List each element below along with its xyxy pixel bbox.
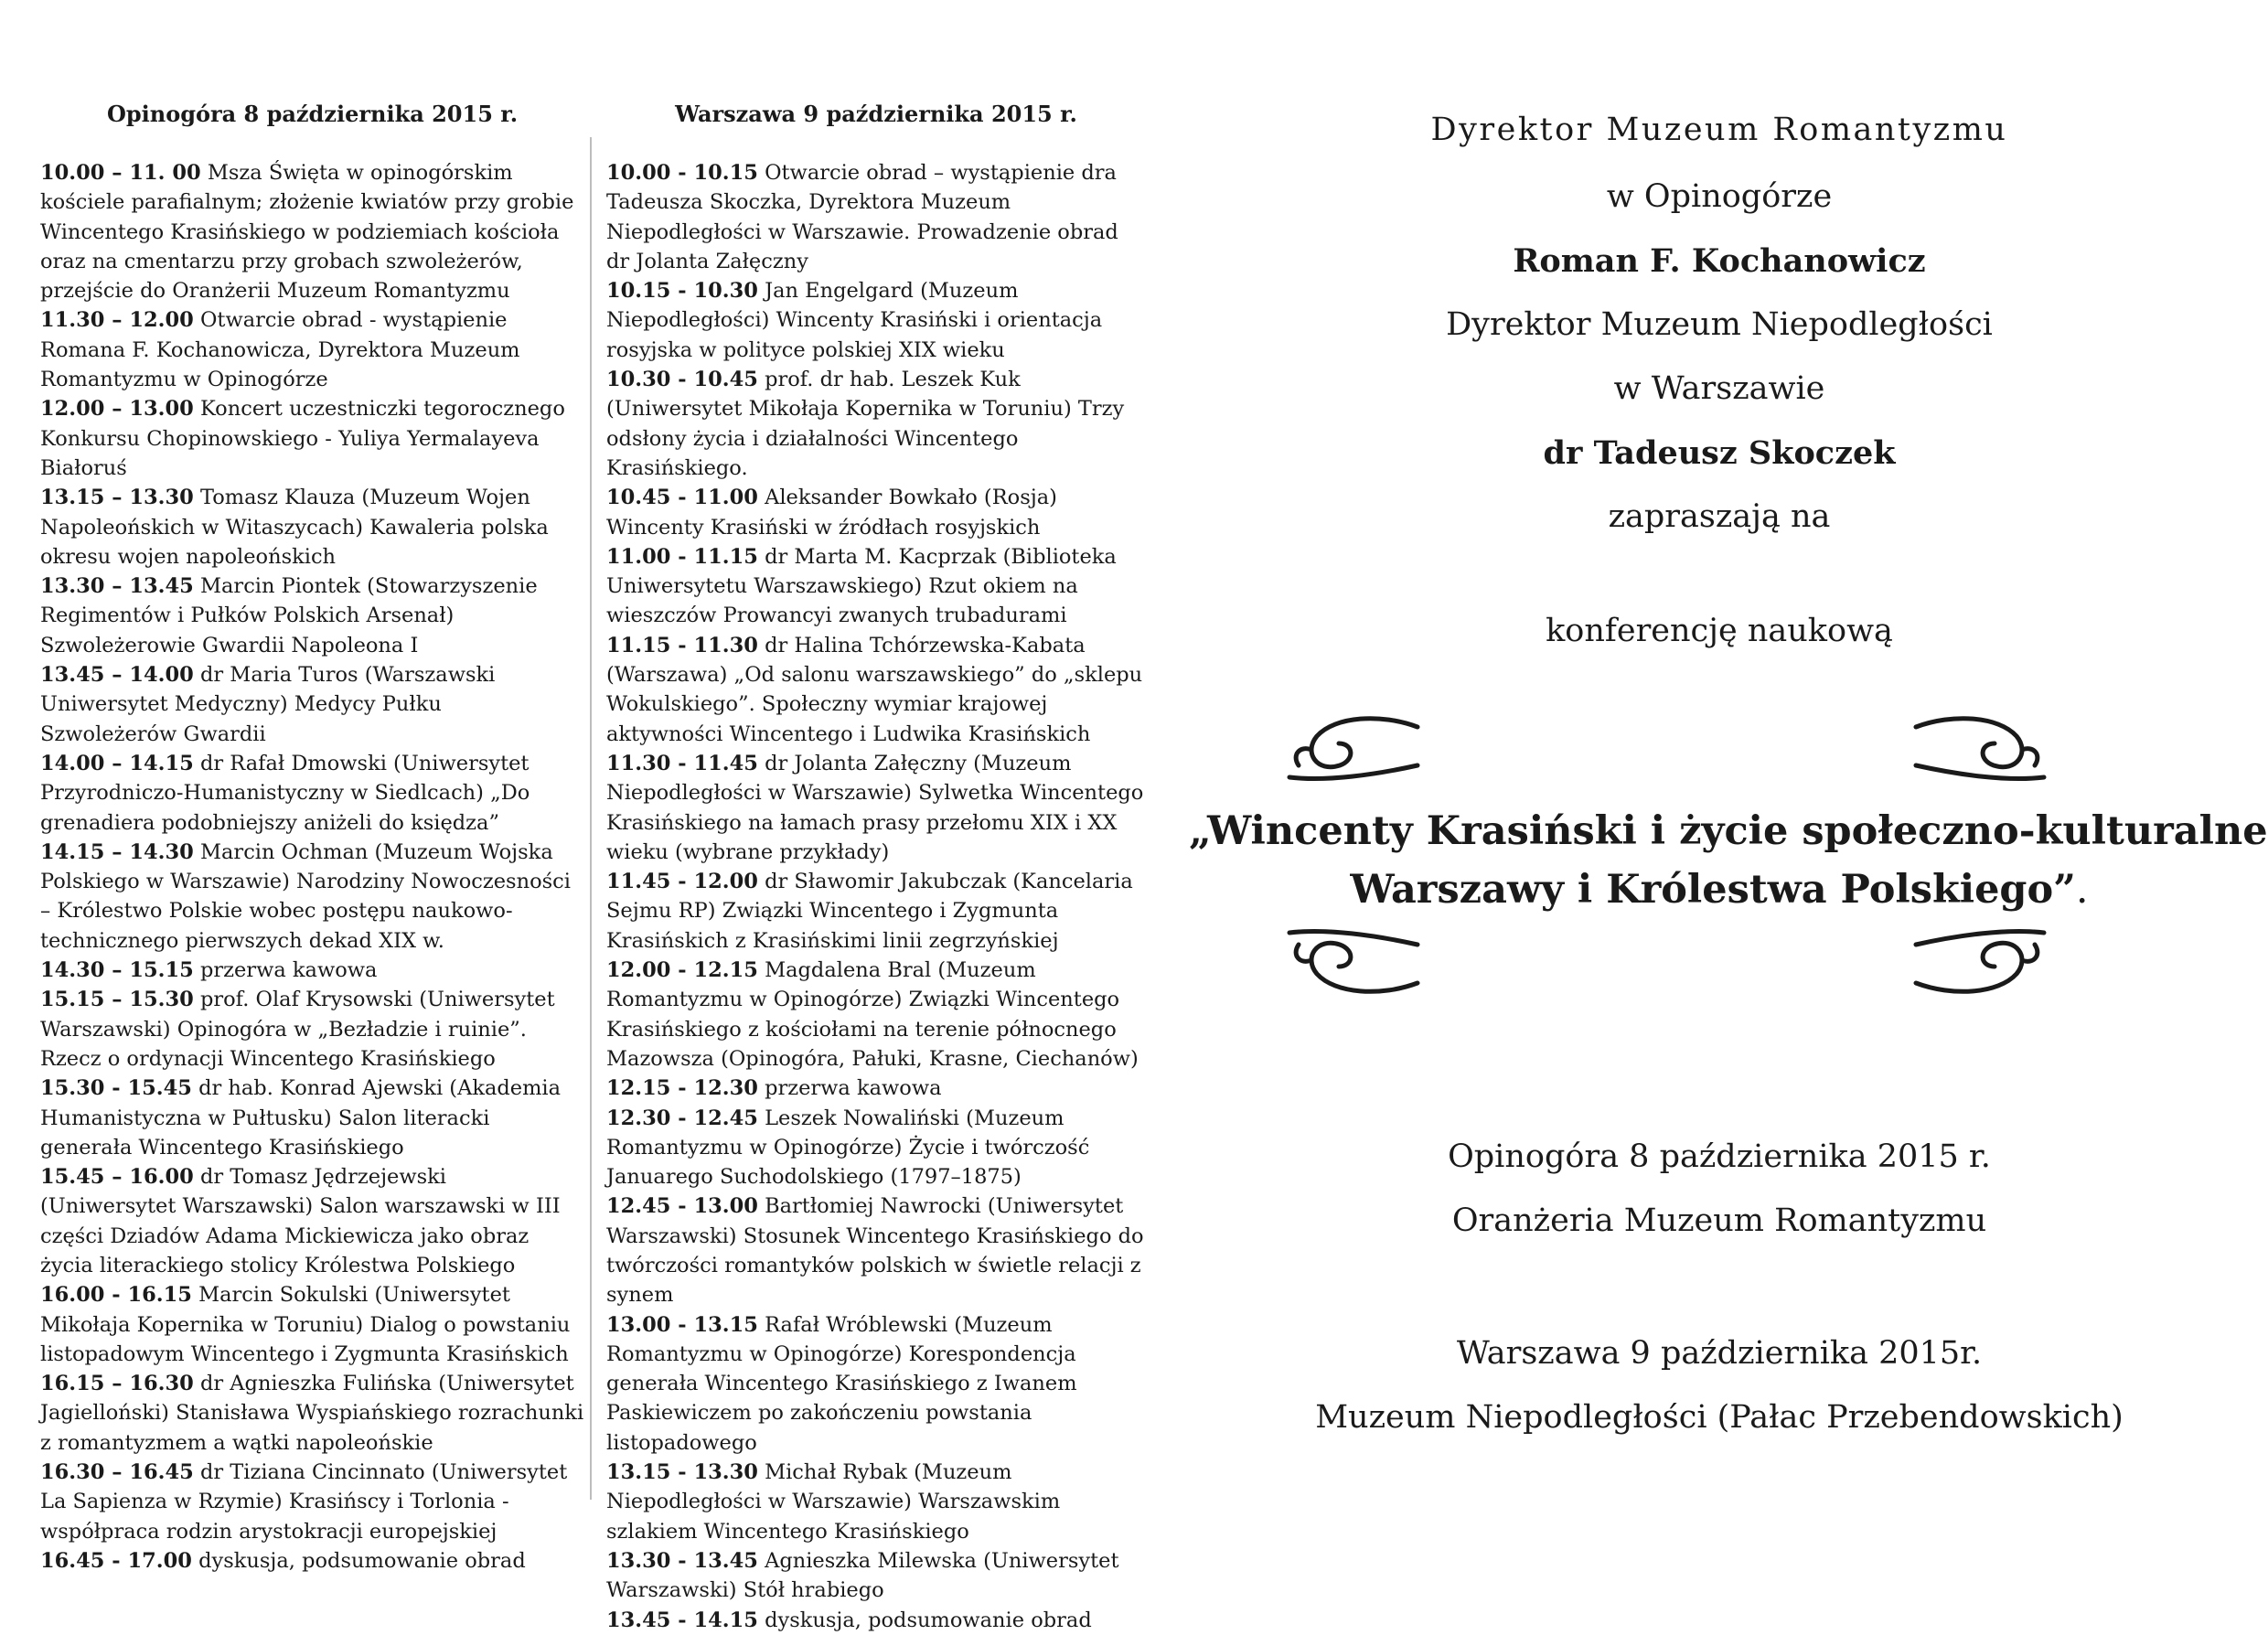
entry-time: 15.45 – 16.00 [40,1165,194,1190]
program-entry [40,1546,584,1576]
middle-column-heading: Warszawa 9 października 2015 r. [675,101,1077,127]
program-entry [40,956,584,985]
entry-time: 16.30 – 16.45 [40,1460,194,1485]
organizer1-location: w Opinogórze [1606,178,1833,215]
entry-description: przerwa kawowa [193,958,378,983]
entry-time: 16.15 – 16.30 [40,1372,194,1396]
invitation-panel [1189,0,2268,1603]
entry-description: prof. dr hab. Leszek Kuk (Uniwersytet Mikołaja Kopernika w Toruniu) Trzy odsłony życia i działalności Wincentego Krasińskiego. [606,368,1125,480]
entry-description: Jan Engelgard (Muzeum Niepodległości) Wincenty Krasiński i orientacja rosyjska w polityce polskiej XIX wieku [606,279,1103,362]
entry-description: Otwarcie obrad - wystąpienie Romana F. Kochanowicza, Dyrektora Muzeum Romantyzmu w Opinogórze [40,308,520,392]
entry-description: dr Marta M. Kacprzak (Biblioteka Uniwersytetu Warszawskiego) Rzut okiem na wieszczów Prowancyi zwanych trubadurami [606,544,1117,628]
program-entry [40,1280,584,1369]
venue1-date: Opinogóra 8 października 2015 r. [1448,1138,1991,1175]
program-entry [606,956,1146,1074]
program-entry [606,749,1146,867]
entry-time: 10.15 - 10.30 [606,279,758,304]
entry-description: dr Rafał Dmowski (Uniwersytet Przyrodniczo-Humanistyczny w Siedlcach) „Do grenadiera podobniejszy aniżeli do księdza” [40,751,530,835]
entry-description: prof. Olaf Krysowski (Uniwersytet Warszawski) Opinogóra w „Bezładzie i ruinie”. Rzecz o ordynacji Wincentego Krasińskiego [40,988,555,1071]
entry-description: Marcin Sokulski (Uniwersytet Mikołaja Kopernika w Toruniu) Dialog o powstaniu listopadowym Wincentego i Zygmunta Krasińskich [40,1283,571,1366]
conference-title-line1: „Wincenty Krasiński i życie społeczno-kulturalne [1189,808,2268,854]
entry-time: 13.45 – 14.00 [40,663,194,688]
entry-time: 13.45 - 14.15 [606,1608,758,1632]
conference-title-line2-text: Warszawy i Królestwa Polskiego” [1350,867,2076,913]
flourish-ornament-icon [1280,709,1431,791]
entry-time: 11.45 - 12.00 [606,870,758,894]
program-entry [606,276,1146,365]
program-entry [606,867,1146,956]
entry-time: 14.30 – 15.15 [40,958,194,983]
program-entry [40,1458,584,1546]
entry-description: dr Agnieszka Fulińska (Uniwersytet Jagielloński) Stanisława Wyspiańskiego rozrachunki z romantyzmem a wątki napoleońskie [40,1372,584,1455]
conference-title-dot: . [2075,867,2089,913]
entry-description: Magdalena Bral (Muzeum Romantyzmu w Opinogórze) Związki Wincentego Krasińskiego z kościołami na terenie północnego Mazowsza (Opinogóra, Pałuki, Krasne, Ciechanów) [606,958,1139,1071]
entry-description: dyskusja, podsumowanie obrad [757,1608,1092,1632]
program-entry [40,1369,584,1458]
venue1-place: Oranżeria Muzeum Romantyzmu [1451,1202,1987,1239]
entry-time: 12.00 - 12.15 [606,958,758,983]
entry-description: Aleksander Bowkało (Rosja) Wincenty Krasiński w źródłach rosyjskich [606,486,1057,540]
program-entry [40,1074,584,1162]
program-entry [606,365,1146,483]
entry-description: Michał Rybak (Muzeum Niepodległości w Warszawie) Warszawskim szlakiem Wincentego Krasińskiego [606,1460,1061,1544]
entry-description: dr Tiziana Cincinnato (Uniwersytet La Sapienza w Rzymie) Krasińscy i Torlonia - współpraca rodzin arystokracji europejskiej [40,1460,568,1544]
organizer2-name: dr Tadeusz Skoczek [1543,434,1896,472]
entry-time: 13.30 - 13.45 [606,1548,758,1573]
entry-time: 11.30 - 11.45 [606,751,758,775]
entry-description: przerwa kawowa [757,1076,942,1101]
entry-time: 11.15 - 11.30 [606,633,758,657]
program-entry [40,1162,584,1280]
entry-description: dr Sławomir Jakubczak (Kancelaria Sejmu RP) Związki Wincentego i Zygmunta Krasińskich z Krasińskimi linii zegrzyńskiej [606,870,1133,953]
entry-description: Leszek Nowaliński (Muzeum Romantyzmu w Opinogórze) Życie i twórczość Januarego Suchodolskiego (1797–1875) [606,1106,1090,1190]
program-entry [606,1192,1146,1309]
entry-description: dr Tomasz Jędrzejewski (Uniwersytet Warszawski) Salon warszawski w III części Dziadów Adama Mickiewicza jako obraz życia literackiego stolicy Królestwa Polskiego [40,1165,561,1277]
program-entry [40,305,584,394]
program-entry [40,572,584,660]
program-entry [606,1074,1146,1103]
invite-phrase: zapraszają na [1608,498,1831,535]
entry-description: Tomasz Klauza (Muzeum Wojen Napoleońskich w Witaszycach) Kawaleria polska okresu wojen napoleońskich [40,486,549,569]
entry-description: Bartłomiej Nawrocki (Uniwersytet Warszawski) Stosunek Wincentego Krasińskiego do twórczości romantyków polskich w świetle relacji z synem [606,1194,1144,1308]
program-entry [606,483,1146,542]
entry-time: 12.15 - 12.30 [606,1076,758,1101]
organizer2-location: w Warszawie [1613,370,1825,407]
program-entry [40,985,584,1074]
entry-time: 15.15 – 15.30 [40,988,194,1012]
entry-description: dr Halina Tchórzewska-Kabata (Warszawa) „Od salonu warszawskiego” do „sklepu Wokulskiego”. Społeczny wymiar krajowej aktywności Wincentego i Ludwika Krasińskich [606,633,1143,746]
program-entry [40,394,584,483]
program-entry [40,483,584,572]
entry-time: 12.30 - 12.45 [606,1106,758,1130]
organizer1-name: Roman F. Kochanowicz [1513,242,1926,280]
entry-time: 13.00 - 13.15 [606,1312,758,1337]
program-entry [606,1546,1146,1606]
entry-time: 10.30 - 10.45 [606,368,758,392]
entry-time: 11.30 – 12.00 [40,308,194,333]
program-entry [606,631,1146,749]
entry-time: 11.00 - 11.15 [606,544,758,569]
program-entry [606,158,1146,276]
program-entry [606,1310,1146,1458]
entry-description: Otwarcie obrad – wystąpienie dra Tadeusza Skoczka, Dyrektora Muzeum Niepodległości w Warszawie. Prowadzenie obrad dr Jolanta Załęczny [606,161,1118,273]
flourish-ornament-icon [1902,919,2053,1001]
left-entries-list [40,158,584,1576]
left-column-heading: Opinogóra 8 października 2015 r. [106,101,519,127]
entry-time: 12.00 – 13.00 [40,397,194,422]
entry-description: Marcin Ochman (Muzeum Wojska Polskiego w Warszawie) Narodziny Nowoczesności – Królestwo Polskie wobec postępu naukowo-technicznego pierwszych dekad XIX w. [40,839,571,953]
entry-time: 14.00 – 14.15 [40,751,194,775]
entry-description: dr hab. Konrad Ajewski (Akademia Humanistyczna w Pułtusku) Salon literacki generała Wincentego Krasińskiego [40,1076,562,1159]
entry-time: 15.30 - 15.45 [40,1076,192,1101]
conference-title-line2 [1189,861,2250,918]
program-left-column [40,101,584,1576]
venue2-place: Muzeum Niepodległości (Pałac Przebendowskich) [1315,1399,2124,1436]
organizer2-title: Dyrektor Muzeum Niepodległości [1446,306,1993,343]
program-entry [606,1104,1146,1192]
venue2-date: Warszawa 9 października 2015r. [1456,1335,1983,1372]
program-entry [40,838,584,956]
entry-time: 12.45 - 13.00 [606,1194,758,1219]
entry-description: Marcin Piontek (Stowarzyszenie Regimentów i Pułków Polskich Arsenał) Szwoleżerowie Gwardii Napoleona I [40,574,538,657]
flourish-ornament-icon [1280,919,1431,1001]
entry-time: 16.00 - 16.15 [40,1283,192,1308]
entry-time: 14.15 – 14.30 [40,839,194,864]
conference-type: konferencję naukową [1546,613,1893,649]
program-middle-column [606,101,1146,1635]
entry-time: 10.00 – 11. 00 [40,161,201,185]
middle-entries-list [606,158,1146,1635]
entry-description: dyskusja, podsumowanie obrad [191,1548,526,1573]
entry-time: 13.30 – 13.45 [40,574,194,599]
entry-time: 10.45 - 11.00 [606,486,758,510]
entry-time: 16.45 - 17.00 [40,1548,192,1573]
program-entry [40,660,584,749]
program-entry [606,1606,1146,1635]
entry-description: Rafał Wróblewski (Muzeum Romantyzmu w Opinogórze) Korespondencja generała Wincentego Krasińskiego z Iwanem Paskiewiczem po zakończeniu powstania listopadowego [606,1312,1077,1455]
program-entry [606,1458,1146,1546]
entry-description: Agnieszka Milewska (Uniwersytet Warszawski) Stół hrabiego [606,1548,1119,1603]
entry-time: 10.00 - 10.15 [606,161,758,185]
entry-time: 13.15 - 13.30 [606,1460,758,1485]
flourish-ornament-icon [1902,709,2053,791]
entry-description: Msza Święta w opinogórskim kościele parafialnym; złożenie kwiatów przy grobie Wincentego Krasińskiego w podziemiach kościoła oraz na cmentarzu przy grobach szwoleżerów, przejście do Oranżerii Muzeum Romantyzmu [40,161,574,304]
entry-description: Koncert uczestniczki tegorocznego Konkursu Chopinowskiego - Yuliya Yermalayeva Białoruś [40,397,565,480]
entry-time: 13.15 – 13.30 [40,486,194,510]
organizer1-title: Dyrektor Muzeum Romantyzmu [1430,112,2008,148]
column-divider [590,137,592,1500]
entry-description: dr Maria Turos (Warszawski Uniwersytet Medyczny) Medycy Pułku Szwoleżerów Gwardii [40,663,496,746]
program-entry [40,749,584,838]
entry-description: dr Jolanta Załęczny (Muzeum Niepodległości w Warszawie) Sylwetka Wincentego Krasińskiego na łamach prasy przełomu XIX i XX wieku (wybrane przykłady) [606,751,1144,864]
program-entry [40,158,584,305]
program-entry [606,542,1146,631]
